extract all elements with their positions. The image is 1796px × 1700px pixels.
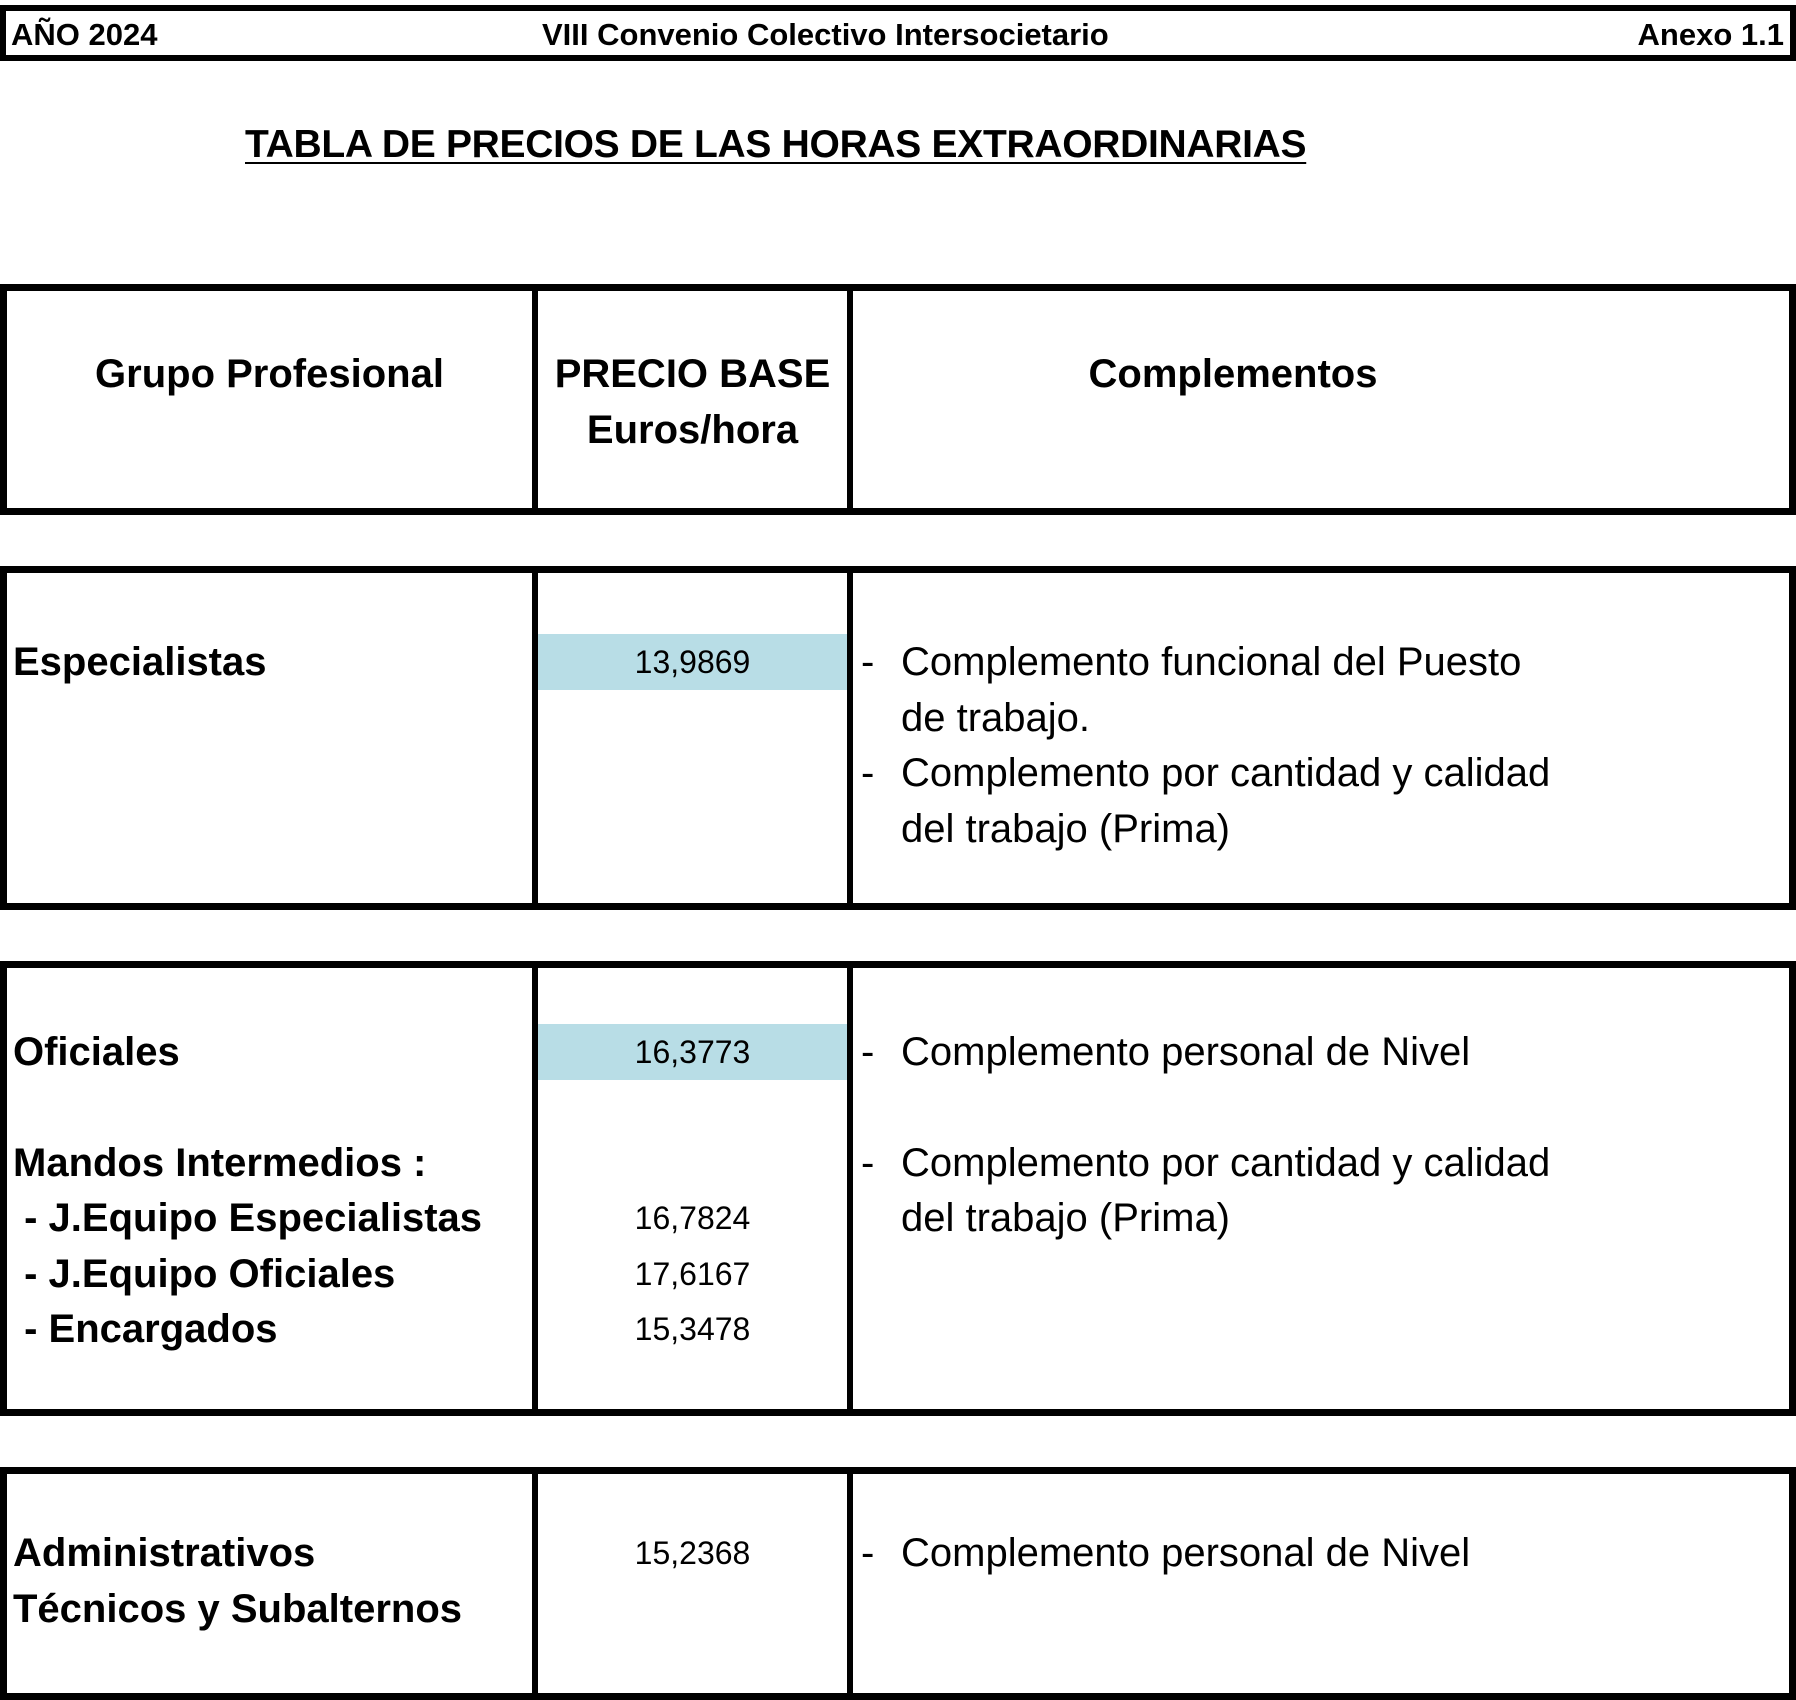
section-especialistas	[0, 566, 1796, 910]
price-jequipo-oficiales: 17,6167	[634, 1256, 751, 1292]
complement-item	[861, 1135, 1550, 1191]
group-tecnicos-subalternos: Técnicos y Subalternos	[13, 1587, 463, 1631]
complement-dash: -	[861, 1030, 875, 1074]
column-divider	[532, 1474, 538, 1693]
column-header-group: Grupo Profesional	[95, 352, 444, 396]
complement-text: del trabajo (Prima)	[901, 807, 1231, 851]
complement-text: Complemento funcional del Puesto	[901, 640, 1522, 684]
header-annex: Anexo 1.1	[1637, 17, 1784, 52]
document-title: TABLA DE PRECIOS DE LAS HORAS EXTRAORDINARIAS	[245, 123, 1307, 166]
complement-dash: -	[861, 751, 875, 795]
complement-text: Complemento por cantidad y calidad	[901, 1141, 1551, 1185]
complement-text: del trabajo (Prima)	[901, 1196, 1231, 1240]
complement-text: Complemento personal de Nivel	[901, 1531, 1471, 1575]
price-administrativos: 15,2368	[634, 1535, 751, 1571]
complement-item	[861, 745, 1550, 801]
column-divider	[847, 573, 853, 903]
group-oficiales: Oficiales	[13, 1030, 180, 1074]
column-header-complements: Complementos	[1088, 352, 1378, 396]
column-divider	[847, 968, 853, 1409]
price-jequipo-especialistas: 16,7824	[634, 1200, 751, 1236]
group-especialistas: Especialistas	[13, 640, 267, 684]
complement-text: de trabajo.	[901, 696, 1091, 740]
complement-item	[861, 1024, 1470, 1080]
price-encargados: 15,3478	[634, 1311, 751, 1347]
complement-item	[861, 634, 1521, 690]
complement-text: Complemento por cantidad y calidad	[901, 751, 1551, 795]
price-oficiales: 16,3773	[538, 1024, 847, 1080]
group-administrativos: Administrativos	[13, 1531, 316, 1575]
column-header-price: PRECIO BASE	[554, 352, 831, 396]
complement-dash: -	[861, 1141, 875, 1185]
subgroup-jequipo-especialistas: - J.Equipo Especialistas	[13, 1196, 483, 1240]
complement-item	[861, 1525, 1470, 1581]
complement-dash: -	[861, 640, 875, 684]
column-divider	[847, 1474, 853, 1693]
section-oficiales	[0, 961, 1796, 1416]
column-divider	[532, 573, 538, 903]
complement-item-continued	[861, 690, 1090, 746]
complement-text: Complemento personal de Nivel	[901, 1030, 1471, 1074]
table-header	[0, 284, 1796, 515]
complement-item-continued	[861, 1190, 1230, 1246]
price-especialistas: 13,9869	[538, 634, 847, 690]
group-mandos-intermedios: Mandos Intermedios :	[13, 1141, 427, 1185]
column-header-price-unit: Euros/hora	[586, 408, 799, 452]
complement-item-continued	[861, 801, 1230, 857]
header-year: AÑO 2024	[11, 17, 158, 52]
header-agreement: VIII Convenio Colectivo Intersocietario	[542, 17, 1109, 52]
section-administrativos	[0, 1467, 1796, 1700]
complement-dash: -	[861, 1531, 875, 1575]
document-header-bar	[0, 5, 1796, 61]
subgroup-encargados: - Encargados	[13, 1307, 278, 1351]
subgroup-jequipo-oficiales: - J.Equipo Oficiales	[13, 1252, 396, 1296]
